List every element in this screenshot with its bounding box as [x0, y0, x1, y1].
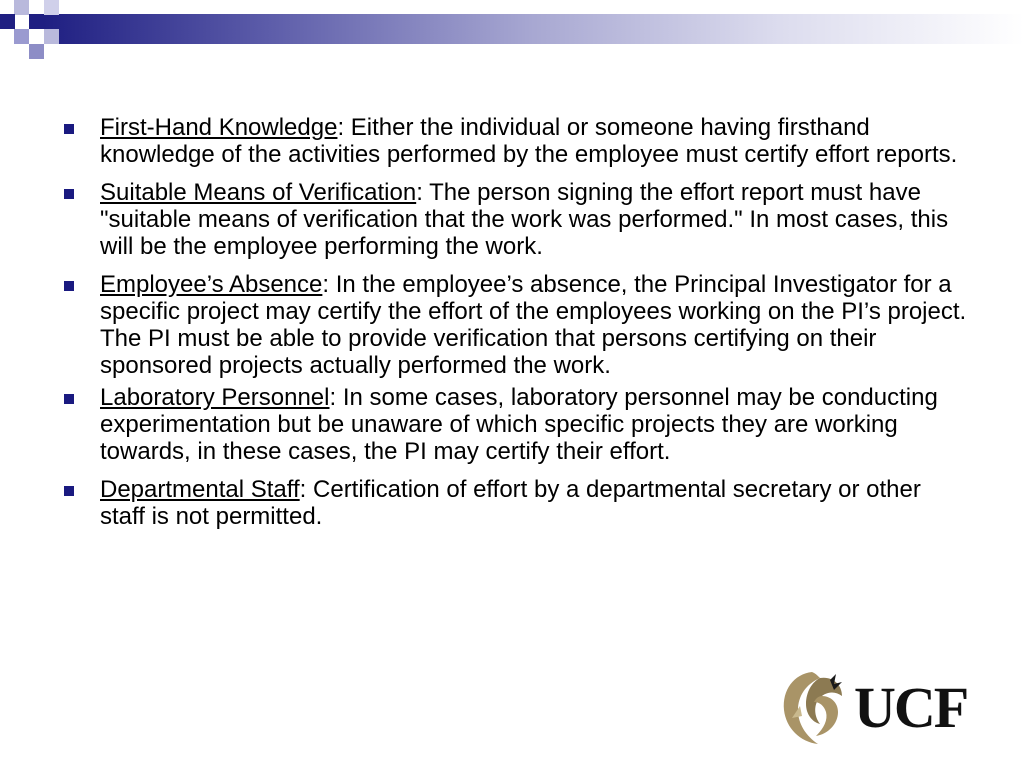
bullet-term: Employee’s Absence [100, 271, 323, 298]
header-square [0, 14, 15, 29]
bullet-text: : The person signing the effort report must have "suitable means of verification that the work was performed." In most cases, this will be the employee performing the work. [100, 179, 949, 260]
bullet-square-icon [64, 486, 74, 496]
bullet-item-employees-absence [60, 271, 970, 379]
header-decoration [0, 0, 1024, 60]
bullet-text: : Either the individual or someone having firsthand knowledge of the activities performed by the employee must certify effort reports. [100, 114, 958, 168]
header-square [14, 0, 29, 15]
bullet-list [60, 114, 970, 541]
header-square [14, 29, 29, 44]
header-square [29, 14, 44, 29]
ucf-logo [776, 664, 996, 748]
bullet-text: : In some cases, laboratory personnel may be conducting experimentation but be unaware of which specific projects they are working towards, in these cases, the PI may certify their effort. [100, 384, 938, 465]
header-square [29, 44, 44, 59]
header-square [44, 29, 59, 44]
bullet-item-laboratory-personnel [60, 384, 970, 465]
header-square [44, 0, 59, 15]
bullet-term: Laboratory Personnel [100, 384, 330, 411]
bullet-square-icon [64, 281, 74, 291]
logo-text: UCF [854, 675, 968, 740]
bullet-item-departmental-staff [60, 476, 970, 530]
bullet-text: : Certification of effort by a departmental secretary or other staff is not permitted. [100, 476, 921, 530]
pegasus-icon [776, 666, 848, 746]
bullet-square-icon [64, 189, 74, 199]
bullet-text: : In the employee’s absence, the Principal Investigator for a specific project may certify the effort of the employees working on the PI’s project. The PI must be able to provide verification that persons certifying on their sponsored projects actually performed the work. [100, 271, 967, 379]
header-gradient-bar [44, 14, 1024, 44]
bullet-square-icon [64, 394, 74, 404]
bullet-square-icon [64, 124, 74, 134]
bullet-term: Suitable Means of Verification [100, 179, 417, 206]
bullet-term: Departmental Staff [100, 476, 300, 503]
bullet-item-first-hand-knowledge [60, 114, 970, 168]
bullet-item-suitable-means [60, 179, 970, 260]
bullet-term: First-Hand Knowledge [100, 114, 338, 141]
